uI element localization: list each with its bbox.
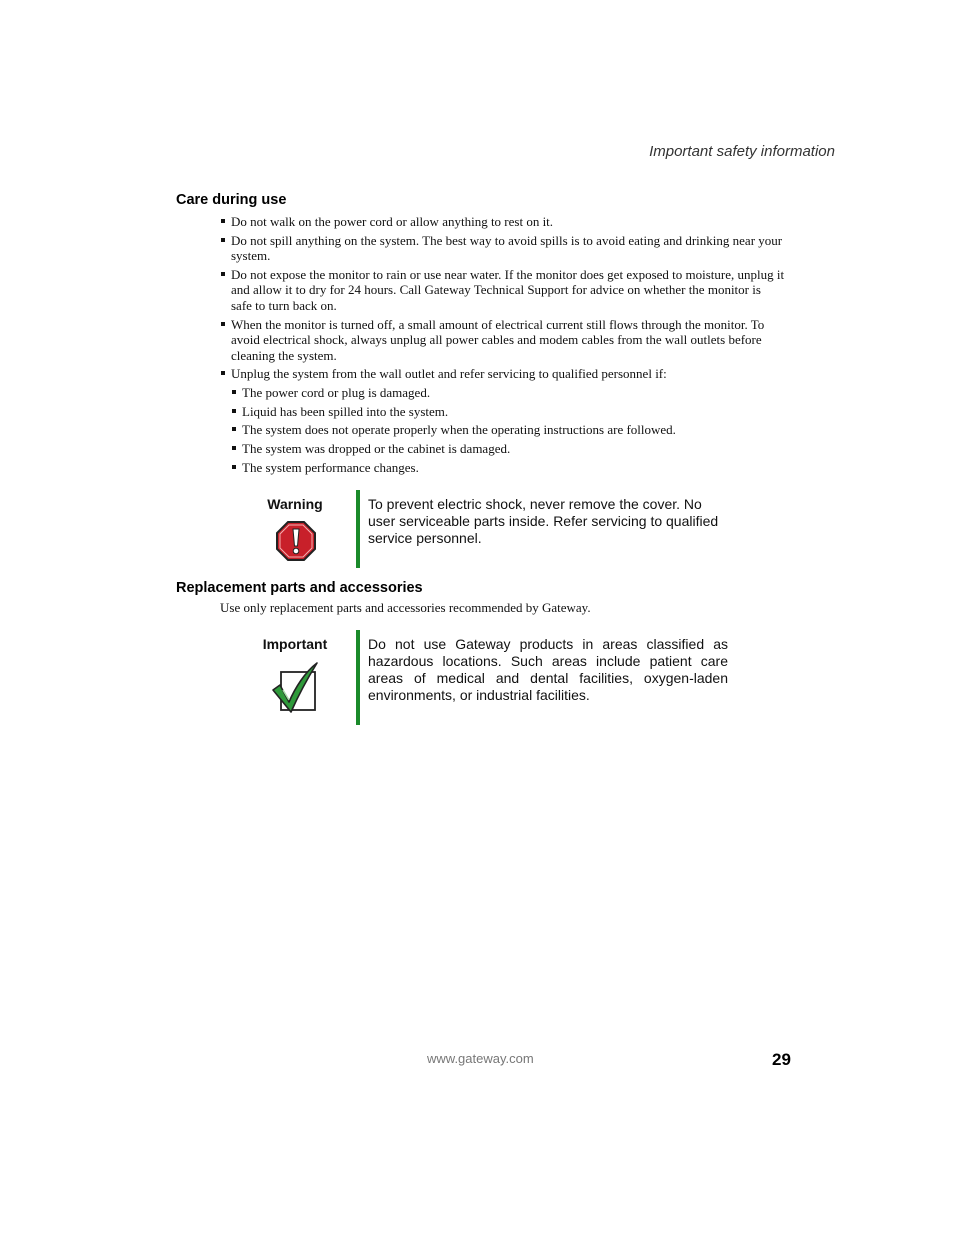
important-accent-bar — [356, 630, 360, 725]
running-head: Important safety information — [649, 143, 835, 160]
important-text: Do not use Gateway products in areas classified as hazardous locations. Such areas include patient care areas of medical and dental facilities, oxygen-laden environments, or industrial facilities. — [368, 636, 728, 703]
care-list — [220, 214, 785, 478]
warning-text: To prevent electric shock, never remove the cover. No user serviceable parts inside. Refer servicing to qualified service personnel. — [368, 496, 719, 546]
list-item: Unplug the system from the wall outlet and refer servicing to qualified personnel if: — [220, 366, 785, 382]
replacement-body: Use only replacement parts and accessories recommended by Gateway. — [220, 600, 591, 615]
list-item: Do not spill anything on the system. The best way to avoid spills is to avoid eating and drinking near your system. — [220, 233, 785, 264]
warning-label: Warning — [267, 496, 323, 512]
important-label: Important — [262, 636, 328, 652]
list-item: Do not expose the monitor to rain or use near water. If the monitor does get exposed to moisture, unplug it and allow it to dry for 24 hours. Call Gateway Technical Support for advice on whether the monitor is safe to turn back on. — [220, 267, 785, 314]
sub-list-item: The power cord or plug is damaged. — [231, 385, 785, 401]
sub-list-item: The system was dropped or the cabinet is damaged. — [231, 441, 785, 457]
sub-list-item: The system does not operate properly when the operating instructions are followed. — [231, 422, 785, 438]
warning-icon — [275, 520, 317, 567]
page-number: 29 — [772, 1050, 791, 1069]
list-item: When the monitor is turned off, a small amount of electrical current still flows through the monitor. To avoid electrical shock, always unplug all power cables and modem cables from the wall outlets before cleaning the system. — [220, 317, 785, 364]
list-item: Do not walk on the power cord or allow anything to rest on it. — [220, 214, 785, 230]
warning-accent-bar — [356, 490, 360, 568]
footer-url: www.gateway.com — [427, 1051, 534, 1066]
sub-list-item: The system performance changes. — [231, 460, 785, 476]
section-heading-replacement: Replacement parts and accessories — [176, 580, 423, 596]
sub-list-item: Liquid has been spilled into the system. — [231, 404, 785, 420]
checkmark-icon — [269, 660, 321, 721]
section-heading-care: Care during use — [176, 192, 287, 208]
